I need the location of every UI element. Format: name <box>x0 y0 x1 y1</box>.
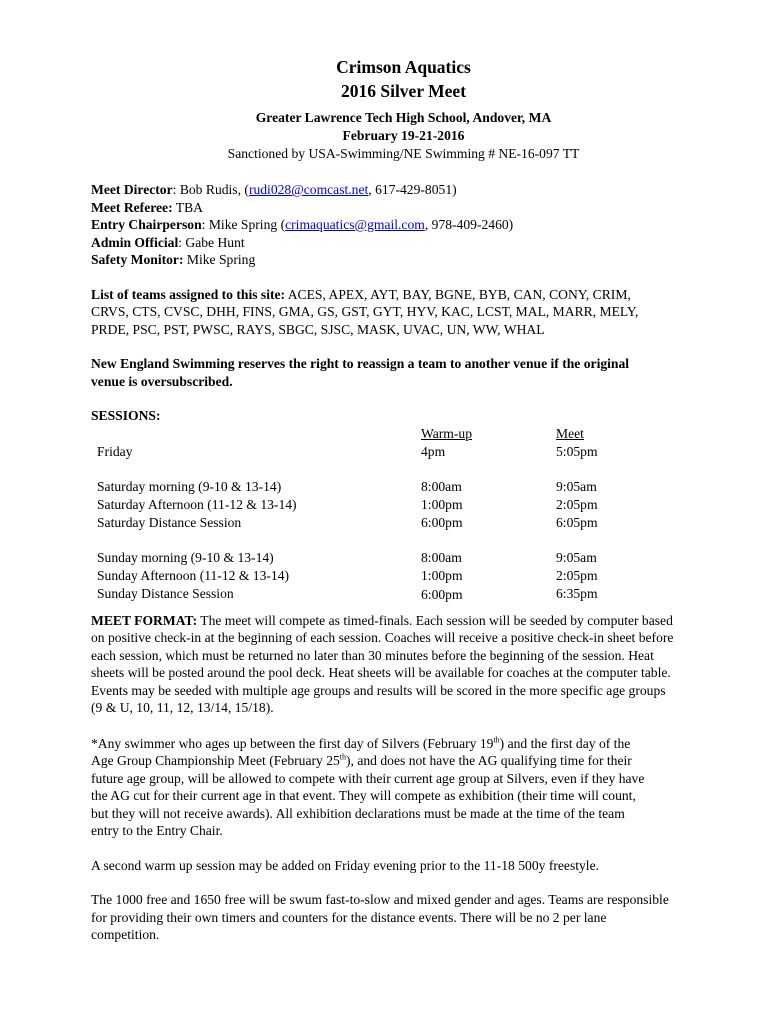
session-name: Sunday morning (9-10 & 13-14) <box>97 549 274 565</box>
meet-director-label: Meet Director <box>91 182 173 197</box>
age-up-section <box>91 735 716 840</box>
session-name: Saturday morning (9-10 & 13-14) <box>97 478 282 494</box>
session-meet-time: 6:35pm <box>556 585 598 601</box>
session-meet-time: 6:05pm <box>556 514 598 530</box>
meet-format-label: MEET FORMAT: <box>91 612 198 628</box>
reassign-notice-line-2: venue is oversubscribed. <box>91 373 233 389</box>
meet-format-line: each session, which must be returned no later than 30 minutes before the beginning of the session. Heat <box>91 647 654 663</box>
age-up-line: future age group, will be allowed to compete with their current age group at Silvers, even if they have <box>91 770 645 786</box>
session-name: Saturday Afternoon (11-12 & 13-14) <box>97 496 297 512</box>
meet-format-line: on positive check-in at the beginning of each session. Coaches will receive a positive check-in sheet before <box>91 630 674 645</box>
session-meet-time: 9:05am <box>556 549 597 565</box>
meet-referee-label: Meet Referee: <box>91 199 173 215</box>
age-up-text: ) and the first day of the <box>499 735 631 751</box>
entry-chair-label: Entry Chairperson <box>91 217 202 232</box>
safety-monitor-value: Mike Spring <box>183 252 256 267</box>
sessions-table <box>97 425 716 620</box>
age-up-text: ), and does not have the AG qualifying time for their <box>346 753 632 768</box>
entry-chair-email-link[interactable]: crimaquatics@gmail.com <box>285 217 425 232</box>
session-warmup-time: 1:00pm <box>421 496 463 512</box>
age-up-line <box>91 735 716 753</box>
meet-format-line: (9 & U, 10, 11, 12, 13/14, 15/18). <box>91 700 274 715</box>
session-warmup-time: 1:00pm <box>421 567 463 583</box>
session-warmup-time: 6:00pm <box>421 514 463 530</box>
meet-format-line: Events may be seeded with multiple age groups and results will be scored in the more specific age groups <box>91 682 666 698</box>
teams-label: List of teams assigned to this site: <box>91 286 286 302</box>
admin-official-label: Admin Official <box>91 234 179 250</box>
session-meet-time: 5:05pm <box>556 443 598 459</box>
meet-format-section <box>91 612 716 717</box>
ordinal-suffix: th <box>493 734 500 744</box>
entry-chair-line <box>91 216 716 234</box>
session-meet-time: 2:05pm <box>556 567 598 583</box>
teams-list-1: ACES, APEX, AYT, BAY, BGNE, BYB, CAN, CONY, CRIM, <box>285 286 631 302</box>
meet-director-email-link[interactable]: rudi028@comcast.net <box>248 182 369 197</box>
reassign-notice <box>91 355 716 390</box>
document-page <box>91 55 716 944</box>
meet-referee-line <box>91 199 716 217</box>
age-up-text: Age Group Championship Meet (February 25 <box>91 753 340 768</box>
session-meet-time: 2:05pm <box>556 496 598 512</box>
age-up-line: but they will not receive awards). All exhibition declarations must be made at the time of the team <box>91 805 625 821</box>
warmup-column-header: Warm-up <box>421 425 472 441</box>
meet-venue: Greater Lawrence Tech High School, Andover, MA <box>255 110 552 125</box>
meet-referee-value: TBA <box>172 199 203 215</box>
session-warmup-time: 8:00am <box>421 549 462 565</box>
meet-name-title: 2016 Silver Meet <box>340 81 467 101</box>
distance-line: The 1000 free and 1650 free will be swum fast-to-slow and mixed gender and ages. Teams are responsible <box>91 892 669 907</box>
document-header <box>91 55 716 163</box>
safety-monitor-label: Safety Monitor: <box>91 252 184 267</box>
sanction-line: Sanctioned by USA-Swimming/NE Swimming # NE-16-097 TT <box>227 146 580 161</box>
meet-column-header: Meet <box>556 425 584 441</box>
distance-line: competition. <box>91 927 160 942</box>
meet-host-title: Crimson Aquatics <box>336 57 471 77</box>
meet-format-text: The meet will compete as timed-finals. Each session will be seeded by computer based <box>197 612 673 628</box>
sessions-heading: SESSIONS: <box>91 408 161 423</box>
session-warmup-time: 4pm <box>421 443 446 459</box>
session-name: Saturday Distance Session <box>97 514 242 530</box>
session-warmup-time: 6:00pm <box>421 586 463 602</box>
age-up-text: *Any swimmer who ages up between the first day of Silvers (February 19 <box>91 735 494 751</box>
meet-dates: February 19-21-2016 <box>342 128 465 143</box>
meet-director-phone: , 617-429-8051) <box>368 182 457 197</box>
teams-block <box>91 286 716 339</box>
reassign-notice-line-1: New England Swimming reserves the right to reassign a team to another venue if the original <box>91 356 630 371</box>
session-meet-time: 9:05am <box>556 478 597 494</box>
admin-official-line <box>91 234 716 252</box>
meet-director-name: : Bob Rudis, ( <box>172 182 249 197</box>
distance-line: for providing their own timers and counters for the distance events. There will be no 2 per lane <box>91 909 607 925</box>
age-up-line: the AG cut for their current age in that event. They will compete as exhibition (their time will count, <box>91 788 636 803</box>
session-name: Sunday Afternoon (11-12 & 13-14) <box>97 567 290 583</box>
entry-chair-phone: , 978-409-2460) <box>424 217 514 232</box>
age-up-line: entry to the Entry Chair. <box>91 823 223 838</box>
session-name: Friday <box>97 443 133 459</box>
session-name: Sunday Distance Session <box>97 585 234 601</box>
admin-official-value: : Gabe Hunt <box>178 234 245 250</box>
teams-line-1 <box>91 286 716 304</box>
meet-director-line <box>91 181 716 199</box>
distance-events-section <box>91 891 716 944</box>
officials-block <box>91 181 716 269</box>
meet-format-line: sheets will be posted around the pool deck. Heat sheets will be available for coaches at the computer table. <box>91 665 671 680</box>
safety-monitor-line <box>91 251 716 269</box>
ordinal-suffix: th <box>339 752 347 762</box>
age-up-line <box>91 752 716 770</box>
session-warmup-time: 8:00am <box>421 478 462 494</box>
teams-line-3: PRDE, PSC, PST, PWSC, RAYS, SBGC, SJSC, MASK, UVAC, UN, WW, WHAL <box>91 321 545 337</box>
teams-line-2: CRVS, CTS, CVSC, DHH, FINS, GMA, GS, GST, GYT, HYV, KAC, LCST, MAL, MARR, MELY, <box>91 304 639 319</box>
entry-chair-name: : Mike Spring ( <box>201 217 286 232</box>
warmup-session-note: A second warm up session may be added on Friday evening prior to the 11-18 500y freestyle. <box>91 857 600 873</box>
